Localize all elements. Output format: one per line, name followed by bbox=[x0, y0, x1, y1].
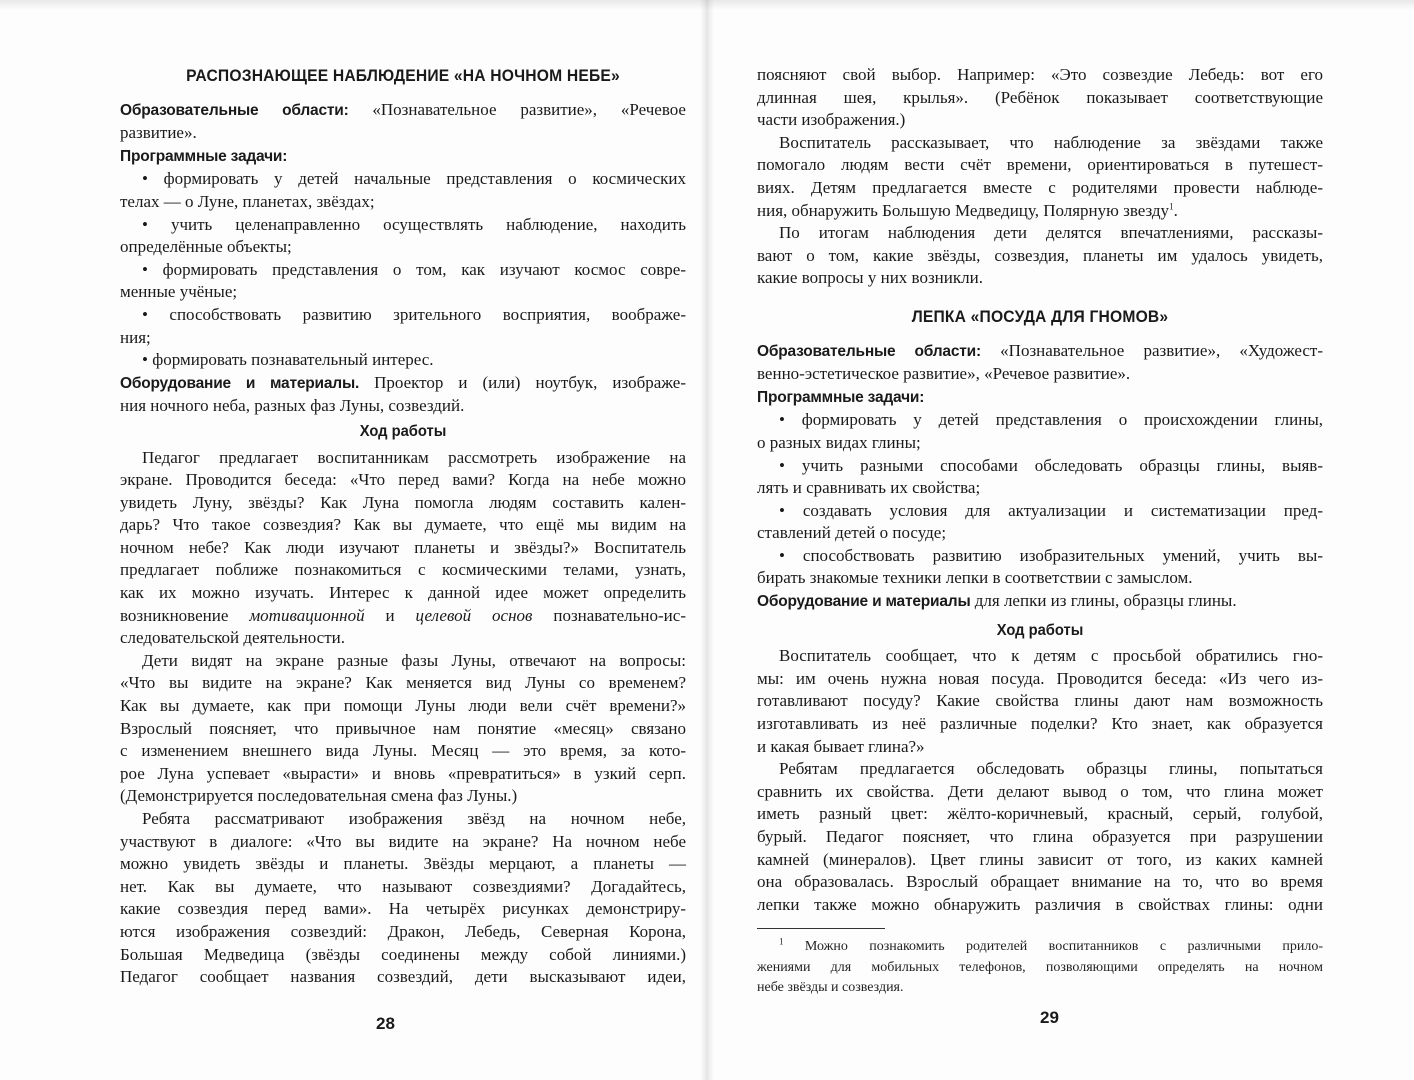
left-text-column bbox=[120, 65, 686, 989]
equipment-label: Оборудование и материалы bbox=[757, 593, 971, 611]
paragraph-1: Педагог предлагает воспитанникам рассмотреть изображение на экране. Проводится беседа: «Что перед вами? Когда на небе можно увидеть Луну, звёзды? Как Луна помогла людям составить кален- дарь? Что такое созвездия? Как вы думаете, что ещё мы видим на ночном небе? Как люди изучают планеты и звёзды?» Воспитатель предлагает поближе познакомиться с космическими телами, узнать, как их можно изучать. Интерес к данной идее может определить возникновение мотивационной и целевой основ познавательно-ис- следовательской деятельности. bbox=[120, 447, 686, 648]
list-item: • формировать у детей представления о происхождении глины, bbox=[779, 410, 1323, 430]
footnote-mark: 1 bbox=[779, 936, 784, 947]
program-tasks-heading: Программные задачи: bbox=[757, 388, 925, 406]
right-page bbox=[707, 0, 1414, 1080]
list-item: • формировать представления о том, как изучают космос совре- bbox=[142, 259, 686, 279]
page-number: 29 bbox=[1040, 1008, 1059, 1027]
equipment: Оборудование и материалы для лепки из глины, образцы глины. bbox=[757, 591, 1237, 611]
paragraph-2: Дети видят на экране разные фазы Луны, отвечают на вопросы: «Что вы видите на экране? Как меняется вид Луны со временем? Как вы думаете, как при помощи Луны люди вели счёт времени?» Взрослый поясняет, что привычное нам понятие «месяц» связано с изменением внешнего вида Луны. Месяц — это время, за кото- рое Луна успевает «вырасти» и вновь «превратиться» в узкий серп. (Демонстрируется последовательная смена фаз Луны.) bbox=[120, 650, 686, 806]
workflow-heading: Ход работы bbox=[359, 422, 447, 440]
list-item: • создавать условия для актуализации и систематизации пред- bbox=[779, 500, 1323, 520]
equipment: Оборудование и материалы. Проектор и (или) ноутбук, изображе- ния ночного неба, разных фаз Луны, созвездий. bbox=[120, 372, 686, 416]
list-item: • способствовать развитию зрительного восприятия, воображе- bbox=[142, 304, 686, 324]
paragraph-1: Воспитатель рассказывает, что наблюдение за звёздами также помогало людям вести счёт времени, ориентироваться в путешест- виях. Детям предлагается вместе с родителями провести наблюде- ния, обнаружить Большую Медведицу, Полярную звезду$^1$. bbox=[757, 132, 1323, 220]
section-title: РАСПОЗНАЮЩЕЕ НАБЛЮДЕНИЕ «НА НОЧНОМ НЕБЕ» bbox=[186, 66, 620, 85]
continued-paragraph: поясняют свой выбор. Например: «Это созвездие Лебедь: вот его длинная шея, крылья». (Ребёнок показывает соответствующие части изображения.) bbox=[757, 65, 1323, 130]
right-text-column bbox=[757, 64, 1323, 999]
areas-label: Образовательные области: bbox=[757, 342, 981, 360]
section-title: ЛЕПКА «ПОСУДА ДЛЯ ГНОМОВ» bbox=[911, 306, 1169, 326]
task-list: • формировать у детей начальные представления о космических телах — о Луне, планетах, звёздах; • учить целенаправленно осуществлять наблюдение, находить определённые объекты; • формировать представления о том, как изучают космос совре- менные учёные; • способствовать развитию зрительного восприятия, воображе- ния; • формировать познавательный интерес. bbox=[120, 168, 686, 371]
areas-text-cont: развитие». bbox=[120, 123, 197, 143]
equipment-label: Оборудование и материалы. bbox=[120, 374, 360, 392]
list-item: • учить разными способами обследовать образцы глины, выяв- bbox=[779, 455, 1323, 475]
italic-term: мотивационной bbox=[249, 605, 365, 625]
paragraph-2: По итогам наблюдения дети делятся впечатлениями, рассказы- вают о том, какие звёзды, созвездия, планеты им удалось увидеть, какие вопросы у них возникли. bbox=[757, 223, 1323, 288]
paragraph-3: Воспитатель сообщает, что к детям с просьбой обратились гно- мы: им очень нужна новая посуда. Проводится беседа: «Из чего из- готавливают посуду? Какие свойства глины дают нам возможность изготавливать из неё различные поделки? Кто знает, как образуется и какая бывает глина?» bbox=[757, 646, 1323, 756]
paragraph-3: Ребята рассматривают изображения звёзд на ночном небе, участвуют в диалоге: «Что вы видите на экране? На ночном небе можно увидеть звёзды и планеты. Звёзды мерцают, а планеты — нет. Как вы думаете, что называют созвездиями? Догадайтесь, какие созвездия перед вами». На четырёх рисунках демонстриру- ются изображения созвездий: Дракон, Лебедь, Северная Корона, Большая Медведица (звёзды соединены между собой линиями.) Педагог сообщает названия созвездий, дети высказывают идеи, bbox=[120, 809, 686, 987]
areas-text: «Познавательное развитие», «Речевое bbox=[348, 99, 686, 119]
footnote-separator bbox=[757, 928, 885, 929]
list-item: • способствовать развитию изобразительных умений, учить вы- bbox=[779, 545, 1323, 565]
workflow-heading: Ход работы bbox=[996, 621, 1084, 639]
footnote: $^1$ Можно познакомить родителей воспитанников с различными прило- жениями для мобильных телефонов, позволяющими определять на ночном небе звёзды и созвездия. bbox=[757, 936, 1323, 996]
educational-areas: Образовательные области: «Познавательное развитие», «Художест- венно-эстетическое развитие», «Речевое развитие». bbox=[757, 340, 1323, 384]
list-item: • учить целенаправленно осуществлять наблюдение, находить bbox=[142, 214, 686, 234]
list-item: • формировать познавательный интерес. bbox=[142, 350, 434, 370]
footnote-reference: 1 bbox=[1169, 200, 1174, 211]
program-tasks-heading: Программные задачи: bbox=[120, 147, 288, 165]
page-number: 28 bbox=[376, 1014, 395, 1033]
task-list: • формировать у детей представления о происхождении глины, о разных видах глины; • учить разными способами обследовать образцы глины, выяв- лять и сравнивать их свойства; • создавать условия для актуализации и систематизации пред- ставлений детей о посуде; • способствовать развитию изобразительных умений, учить вы- бирать знакомые техники лепки в соответствии с замыслом. bbox=[757, 410, 1323, 588]
paragraph-4: Ребятам предлагается обследовать образцы глины, попытаться сравнить их свойства. Дети делают вывод о том, что глина может иметь разный цвет: жёлто-коричневый, красный, серый, голубой, бурый. Педагог поясняет, что глина образуется при разрушении камней (минералов). Цвет глины зависит от того, из каких камней она образовалась. Взрослый обращает внимание на то, что во время лепки также можно обнаружить различия в свойствах глины: одни bbox=[757, 759, 1323, 914]
list-item: • формировать у детей начальные представления о космических bbox=[142, 169, 686, 189]
areas-label: Образовательные области: bbox=[120, 101, 349, 119]
educational-areas bbox=[120, 99, 686, 145]
italic-term: целевой основ bbox=[415, 605, 533, 625]
